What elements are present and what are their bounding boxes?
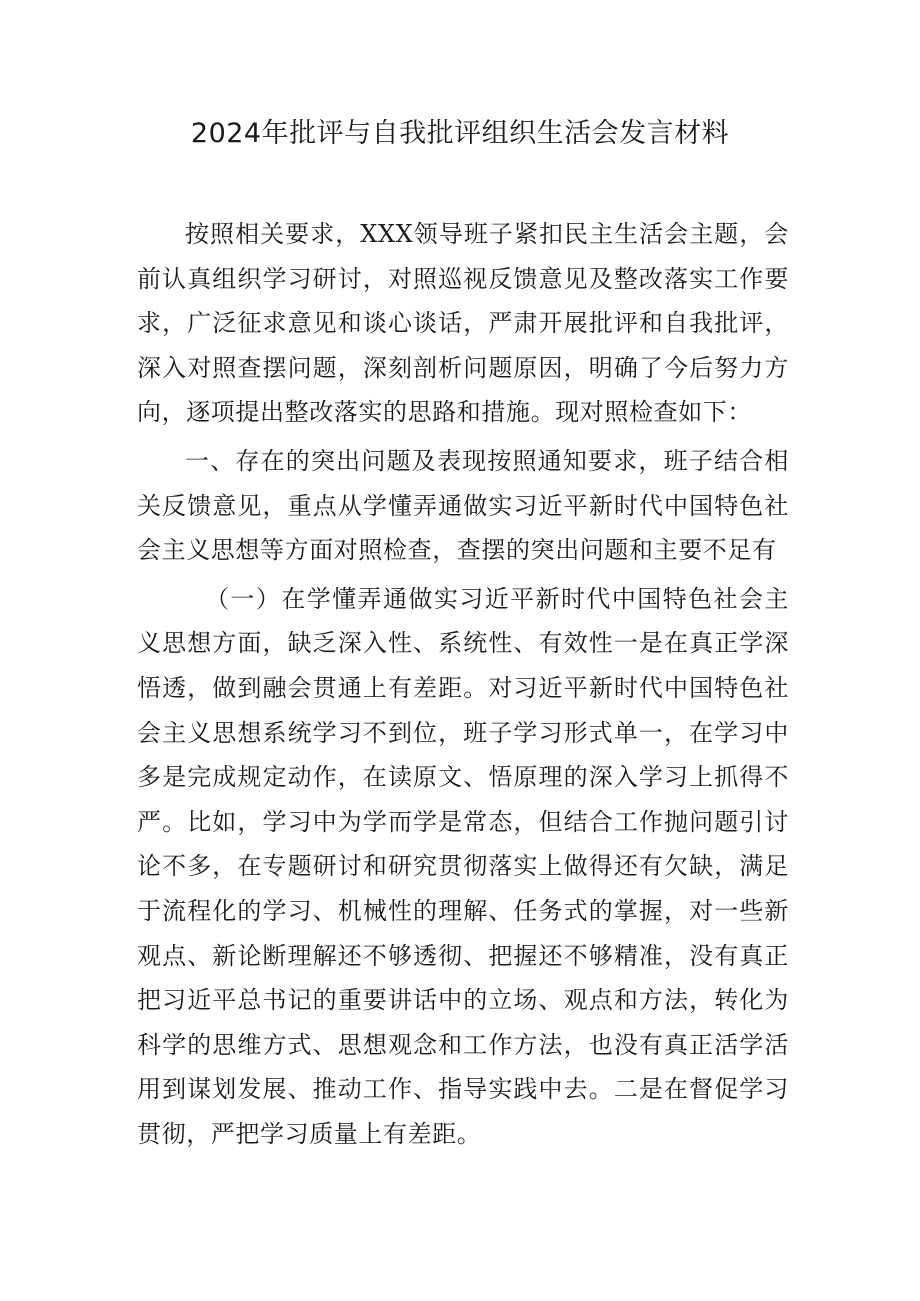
paragraph-subsection-one: （一）在学懂弄通做实习近平新时代中国特色社会主义思想方面，缺乏深入性、系统性、有效性一是在真正学深悟透，做到融会贯通上有差距。对习近平新时代中国特色社会主义思想系统学习不到位，班子学习形式单一，在学习中多是完成规定动作，在读原文、悟原理的深入学习上抓得不严。比如，学习中为学而学是常态，但结合工作抛问题引讨论不多，在专题研讨和研究贯彻落实上做得还有欠缺，满足于流程化的学习、机械性的理解、任务式的掌握，对一些新观点、新论断理解还不够透彻、把握还不够精准，没有真正把习近平总书记的重要讲话中的立场、观点和方法，转化为科学的思维方式、思想观念和工作方法，也没有真正活学活用到谋划发展、推动工作、指导实践中去。二是在督促学习贯彻，严把学习质量上有差距。	[137, 584, 789, 1148]
paragraph-section-one: 一、存在的突出问题及表现按照通知要求，班子结合相关反馈意见，重点从学懂弄通做实习近平新时代中国特色社会主义思想等方面对照检查，查摆的突出问题和主要不足有	[137, 446, 789, 565]
document-body	[137, 212, 789, 1160]
paragraph-intro: 按照相关要求，XXX领导班子紧扣民主生活会主题，会前认真组织学习研讨，对照巡视反馈意见及整改落实工作要求，广泛征求意见和谈心谈话，严肃开展批评和自我批评，深入对照查摆问题，深刻剖析问题原因，明确了今后努力方向，逐项提出整改落实的思路和措施。现对照检查如下：	[137, 220, 789, 427]
document-title: 2024年批评与自我批评组织生活会发言材料	[190, 118, 730, 149]
